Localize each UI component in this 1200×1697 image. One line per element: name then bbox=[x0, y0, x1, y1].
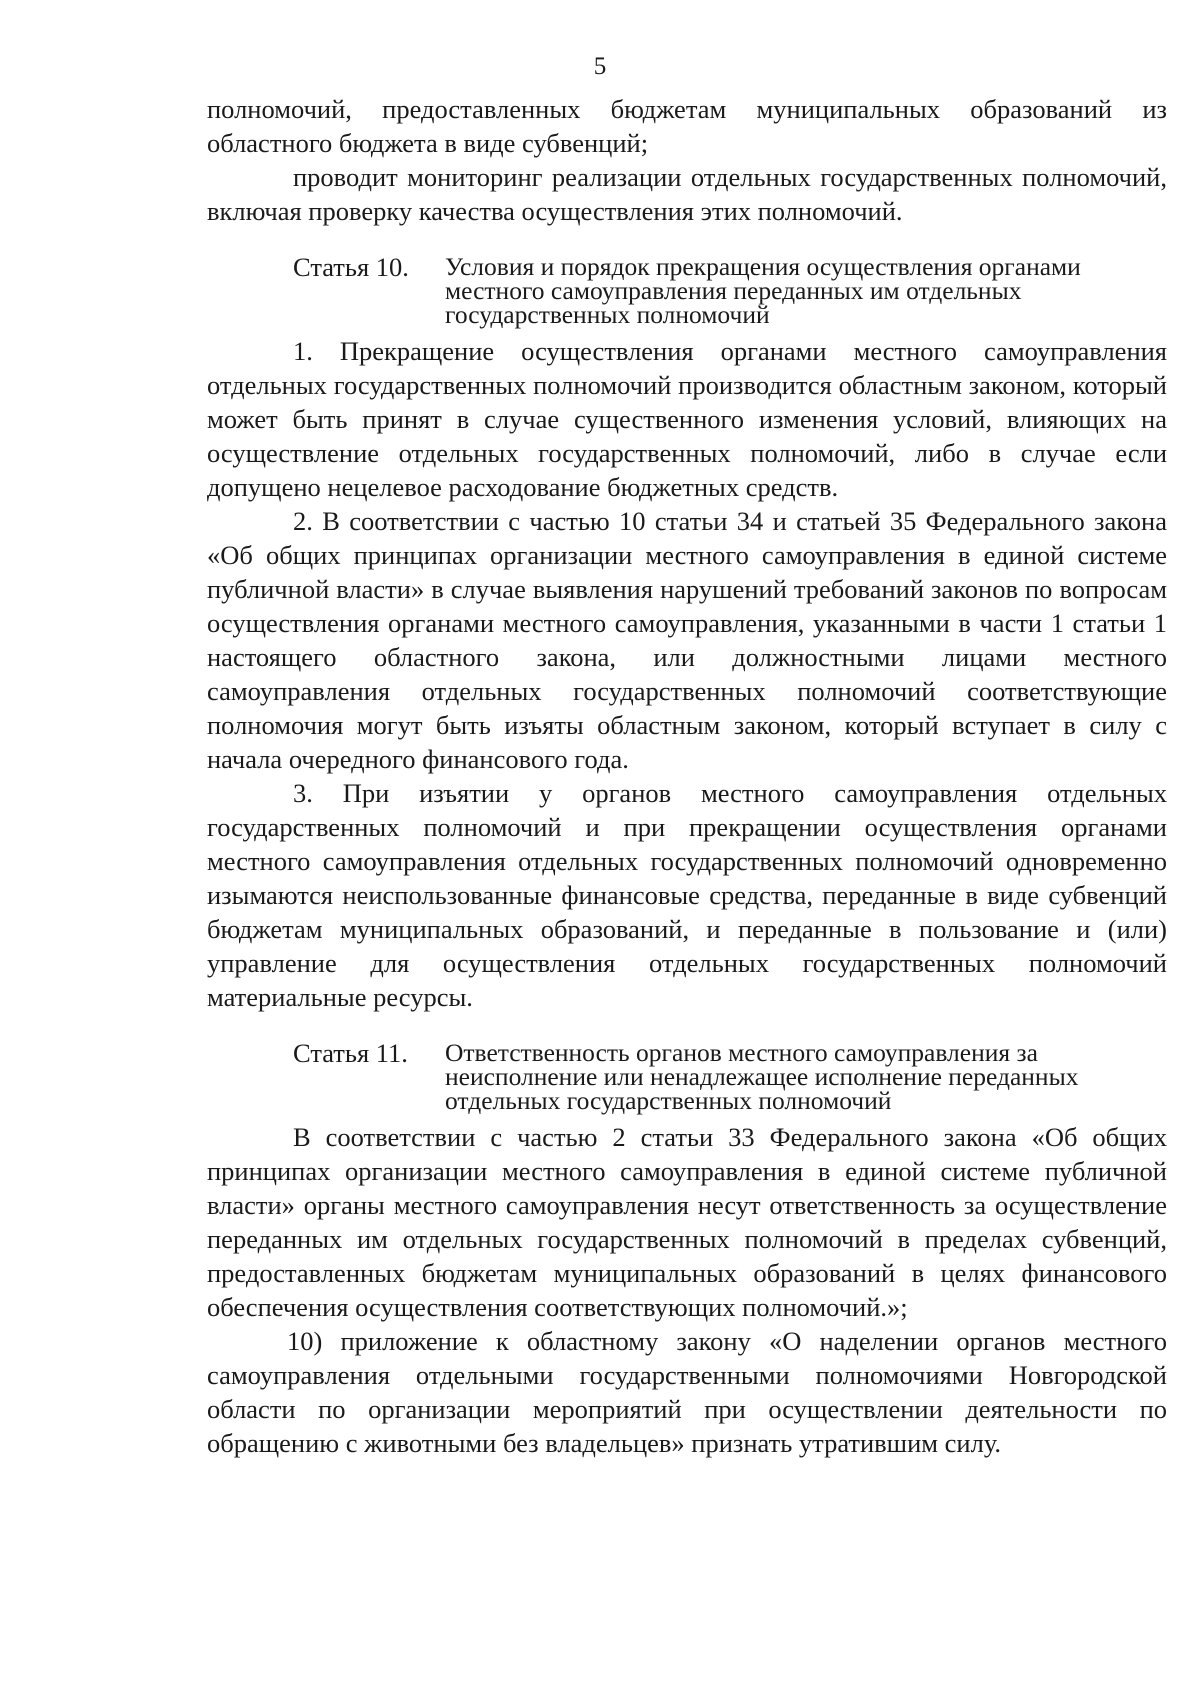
article-label: Статья 11. bbox=[293, 1038, 408, 1068]
paragraph: 1. Прекращение осуществления органами местного самоуправления отдельных государственных полномочий производится областным законом, который может быть принят в случае существенного изменения условий, влияющих на осуществление отдельных государственных полномочий, либо в случае если допущено нецелевое расходование бюджетных средств. bbox=[207, 336, 1167, 502]
article-title: Ответственность органов местного самоуправления за неисполнение или ненадлежащее исполнение переданных отдельных государственных полномочий bbox=[445, 1038, 1079, 1115]
paragraph: В соответствии с частью 2 статьи 33 Федерального закона «Об общих принципах организации местного самоуправления в единой системе публичной власти» органы местного самоуправления несут ответственность за осуществление переданных им отдельных государственных полномочий в пределах субвенций, предоставленных бюджетам муниципальных образований в целях финансового обеспечения осуществления соответствующих полномочий.»; bbox=[207, 1122, 1167, 1322]
article-label: Статья 10. bbox=[293, 252, 409, 282]
paragraph: проводит мониторинг реализации отдельных государственных полномочий, включая проверку качества осуществления этих полномочий. bbox=[207, 162, 1167, 226]
paragraph: 2. В соответствии с частью 10 статьи 34 и статьей 35 Федерального закона «Об общих принципах организации местного самоуправления в единой системе публичной власти» в случае выявления нарушений требований законов по вопросам осуществления органами местного самоуправления, указанными в части 1 статьи 1 настоящего областного закона, или должностными лицами местного самоуправления отдельных государственных полномочий соответствующие полномочия могут быть изъяты областным законом, который вступает в силу с начала очередного финансового года. bbox=[207, 506, 1167, 774]
paragraph: полномочий, предоставленных бюджетам муниципальных образований из областного бюджета в виде субвенций; bbox=[207, 94, 1167, 158]
paragraph: 10) приложение к областному закону «О наделении органов местного самоуправления отдельными государственными полномочиями Новгородской области по организации мероприятий при осуществлении деятельности по обращению с животными без владельцев» признать утратившим силу. bbox=[207, 1326, 1167, 1458]
page-number: 5 bbox=[593, 53, 607, 80]
article-title: Условия и порядок прекращения осуществления органами местного самоуправления переданных им отдельных государственных полномочий bbox=[445, 252, 1081, 329]
article-10-heading bbox=[207, 252, 1167, 329]
article-11-heading bbox=[207, 1038, 1167, 1115]
paragraph: 3. При изъятии у органов местного самоуправления отдельных государственных полномочий и при прекращении осуществления органами местного самоуправления отдельных государственных полномочий одновременно изымаются неиспользованные финансовые средства, переданные в виде субвенций бюджетам муниципальных образований, и переданные в пользование и (или) управление для осуществления отдельных государственных полномочий материальные ресурсы. bbox=[207, 778, 1167, 1012]
document-body bbox=[207, 92, 1167, 1460]
